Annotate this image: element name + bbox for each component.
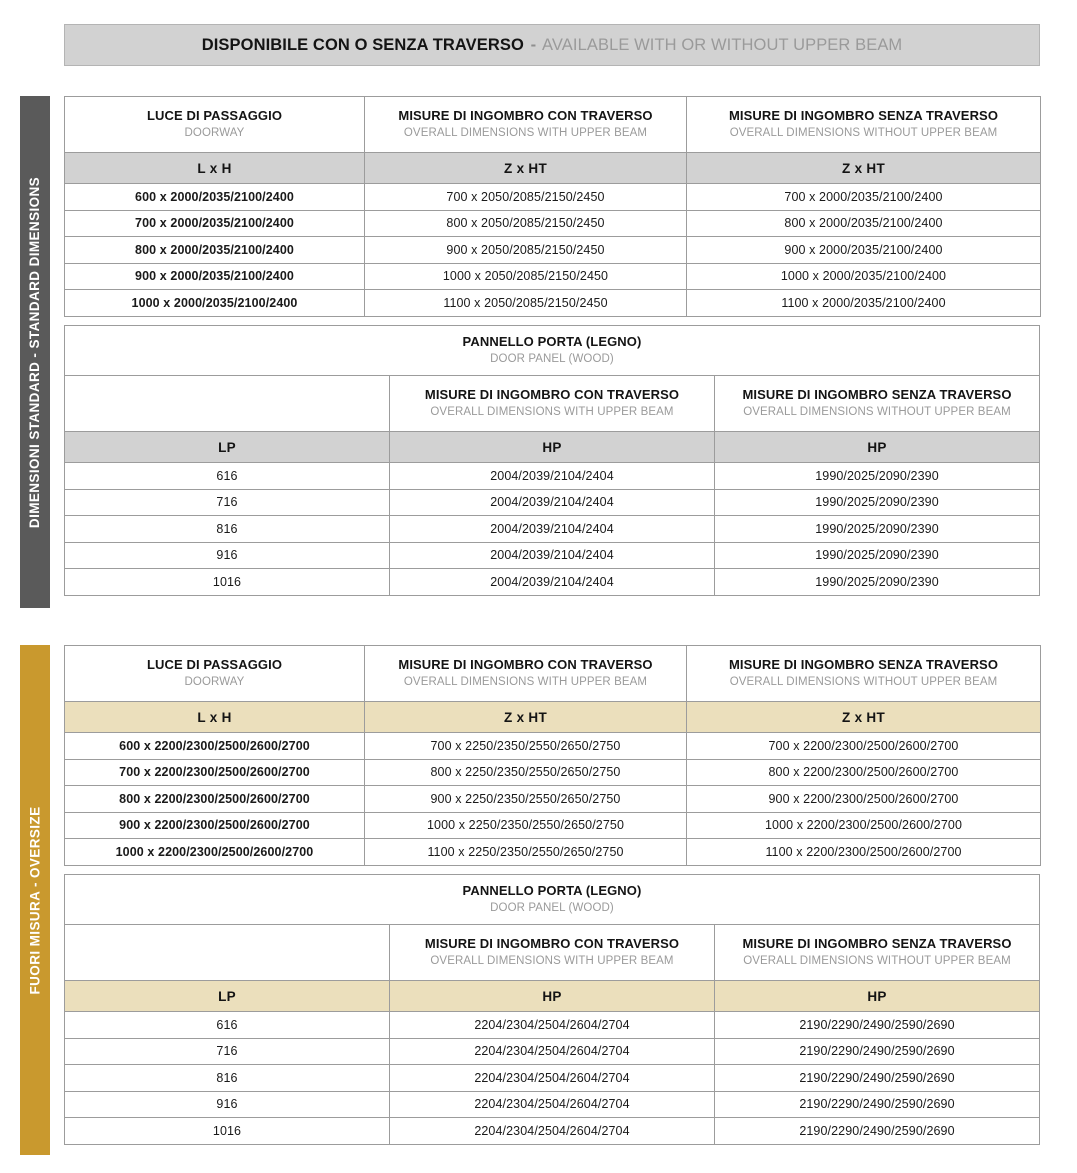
cell-lp: 616 — [65, 463, 390, 490]
subheader-cell: Z x HT — [687, 702, 1041, 733]
header-italian: MISURE DI INGOMBRO CON TRAVERSO — [424, 936, 680, 952]
cell-without-beam: 1000 x 2200/2300/2500/2600/2700 — [687, 812, 1041, 839]
cell-without-beam: 800 x 2200/2300/2500/2600/2700 — [687, 759, 1041, 786]
cell-with-beam: 800 x 2250/2350/2550/2650/2750 — [365, 759, 687, 786]
header-cell-without-beam — [687, 646, 1041, 702]
cell-with-beam: 1000 x 2250/2350/2550/2650/2750 — [365, 812, 687, 839]
cell-hp-with-beam: 2004/2039/2104/2404 — [390, 516, 715, 543]
subheader-cell: LP — [65, 432, 390, 463]
cell-hp-without-beam: 2190/2290/2490/2590/2690 — [715, 1065, 1040, 1092]
standard-doorway-table — [64, 96, 1041, 317]
subheader-cell: LP — [65, 981, 390, 1012]
table-row — [65, 210, 1041, 237]
table-row — [65, 1012, 1040, 1039]
table-header-row — [65, 646, 1041, 702]
header-cell-without-beam — [715, 376, 1040, 432]
table-row — [65, 812, 1041, 839]
header-english: OVERALL DIMENSIONS WITH UPPER BEAM — [403, 676, 648, 689]
cell-doorway: 800 x 2200/2300/2500/2600/2700 — [65, 786, 365, 813]
header-english: OVERALL DIMENSIONS WITHOUT UPPER BEAM — [743, 406, 1011, 419]
subheader-cell: Z x HT — [365, 702, 687, 733]
table-row — [65, 733, 1041, 760]
cell-with-beam: 700 x 2050/2085/2150/2450 — [365, 184, 687, 211]
cell-with-beam: 700 x 2250/2350/2550/2650/2750 — [365, 733, 687, 760]
header-italian: MISURE DI INGOMBRO CON TRAVERSO — [398, 108, 653, 124]
table-row — [65, 516, 1040, 543]
table-row — [65, 463, 1040, 490]
cell-hp-without-beam: 1990/2025/2090/2390 — [715, 516, 1040, 543]
header-english: OVERALL DIMENSIONS WITHOUT UPPER BEAM — [743, 955, 1011, 968]
header-italian: LUCE DI PASSAGGIO — [146, 108, 283, 124]
subheader-cell: Z x HT — [365, 153, 687, 184]
header-italian: MISURE DI INGOMBRO SENZA TRAVERSO — [742, 936, 1012, 952]
cell-without-beam: 800 x 2000/2035/2100/2400 — [687, 210, 1041, 237]
cell-hp-without-beam: 1990/2025/2090/2390 — [715, 489, 1040, 516]
table-row — [65, 1118, 1040, 1145]
cell-hp-with-beam: 2204/2304/2504/2604/2704 — [390, 1065, 715, 1092]
header-italian: MISURE DI INGOMBRO CON TRAVERSO — [424, 387, 680, 403]
cell-hp-without-beam: 2190/2290/2490/2590/2690 — [715, 1091, 1040, 1118]
panel-title-cell — [65, 875, 1040, 925]
cell-without-beam: 1000 x 2000/2035/2100/2400 — [687, 263, 1041, 290]
header-italian: MISURE DI INGOMBRO SENZA TRAVERSO — [728, 657, 999, 673]
table-row — [65, 569, 1040, 596]
header-cell-with-beam — [365, 646, 687, 702]
header-cell-doorway — [65, 646, 365, 702]
cell-with-beam: 1000 x 2050/2085/2150/2450 — [365, 263, 687, 290]
cell-with-beam: 1100 x 2250/2350/2550/2650/2750 — [365, 839, 687, 866]
availability-title-italian: DISPONIBILE CON O SENZA TRAVERSO — [201, 35, 524, 54]
section-tab-standard-label: DIMENSIONI STANDARD - STANDARD DIMENSIONS — [27, 176, 43, 528]
table-row — [65, 1065, 1040, 1092]
header-italian: MISURE DI INGOMBRO CON TRAVERSO — [398, 657, 653, 673]
cell-hp-without-beam: 1990/2025/2090/2390 — [715, 569, 1040, 596]
header-cell-empty — [65, 376, 390, 432]
cell-lp: 916 — [65, 542, 390, 569]
table-row — [65, 1091, 1040, 1118]
cell-doorway: 1000 x 2000/2035/2100/2400 — [65, 290, 365, 317]
availability-title-band — [64, 24, 1040, 66]
cell-lp: 816 — [65, 1065, 390, 1092]
table-title-row — [65, 326, 1040, 376]
cell-lp: 816 — [65, 516, 390, 543]
cell-with-beam: 900 x 2050/2085/2150/2450 — [365, 237, 687, 264]
subheader-cell: HP — [715, 981, 1040, 1012]
subheader-cell: HP — [390, 432, 715, 463]
table-row — [65, 1038, 1040, 1065]
cell-with-beam: 1100 x 2050/2085/2150/2450 — [365, 290, 687, 317]
table-subheader-row — [65, 432, 1040, 463]
cell-lp: 1016 — [65, 569, 390, 596]
cell-lp: 716 — [65, 489, 390, 516]
cell-doorway: 1000 x 2200/2300/2500/2600/2700 — [65, 839, 365, 866]
section-tab-standard-dimensions — [20, 96, 50, 608]
table-row — [65, 290, 1041, 317]
subheader-cell: L x H — [65, 153, 365, 184]
table-header-row — [65, 97, 1041, 153]
cell-hp-with-beam: 2204/2304/2504/2604/2704 — [390, 1091, 715, 1118]
header-english: OVERALL DIMENSIONS WITHOUT UPPER BEAM — [729, 127, 998, 140]
section-tab-oversize-label: FUORI MISURA - OVERSIZE — [27, 806, 43, 994]
cell-hp-without-beam: 1990/2025/2090/2390 — [715, 542, 1040, 569]
table-subheader-row — [65, 153, 1041, 184]
table-row — [65, 759, 1041, 786]
cell-doorway: 600 x 2200/2300/2500/2600/2700 — [65, 733, 365, 760]
subheader-cell: HP — [715, 432, 1040, 463]
header-cell-without-beam — [715, 925, 1040, 981]
oversize-doorway-table — [64, 645, 1041, 866]
cell-without-beam: 900 x 2000/2035/2100/2400 — [687, 237, 1041, 264]
cell-hp-with-beam: 2004/2039/2104/2404 — [390, 463, 715, 490]
cell-hp-with-beam: 2004/2039/2104/2404 — [390, 489, 715, 516]
header-english: OVERALL DIMENSIONS WITHOUT UPPER BEAM — [729, 676, 998, 689]
cell-without-beam: 1100 x 2200/2300/2500/2600/2700 — [687, 839, 1041, 866]
availability-title-english: AVAILABLE WITH OR WITHOUT UPPER BEAM — [542, 35, 903, 54]
oversize-door-panel-table — [64, 874, 1040, 1145]
table-row — [65, 542, 1040, 569]
table-row — [65, 184, 1041, 211]
table-title-row — [65, 875, 1040, 925]
standard-door-panel-table — [64, 325, 1040, 596]
cell-lp: 716 — [65, 1038, 390, 1065]
availability-title-separator: - — [530, 35, 537, 54]
header-italian: MISURE DI INGOMBRO SENZA TRAVERSO — [742, 387, 1012, 403]
cell-doorway: 800 x 2000/2035/2100/2400 — [65, 237, 365, 264]
panel-title-cell — [65, 326, 1040, 376]
cell-hp-with-beam: 2204/2304/2504/2604/2704 — [390, 1118, 715, 1145]
cell-hp-with-beam: 2004/2039/2104/2404 — [390, 569, 715, 596]
section-tab-oversize — [20, 645, 50, 1155]
cell-hp-without-beam: 2190/2290/2490/2590/2690 — [715, 1118, 1040, 1145]
subheader-cell: HP — [390, 981, 715, 1012]
cell-with-beam: 800 x 2050/2085/2150/2450 — [365, 210, 687, 237]
cell-hp-without-beam: 2190/2290/2490/2590/2690 — [715, 1012, 1040, 1039]
cell-hp-with-beam: 2204/2304/2504/2604/2704 — [390, 1038, 715, 1065]
cell-with-beam: 900 x 2250/2350/2550/2650/2750 — [365, 786, 687, 813]
header-cell-with-beam — [365, 97, 687, 153]
cell-without-beam: 700 x 2000/2035/2100/2400 — [687, 184, 1041, 211]
header-english: OVERALL DIMENSIONS WITH UPPER BEAM — [430, 406, 674, 419]
header-english: OVERALL DIMENSIONS WITH UPPER BEAM — [403, 127, 648, 140]
panel-title-italian: PANNELLO PORTA (LEGNO) — [462, 883, 642, 899]
cell-doorway: 900 x 2000/2035/2100/2400 — [65, 263, 365, 290]
subheader-cell: L x H — [65, 702, 365, 733]
availability-title-text — [202, 36, 903, 55]
cell-lp: 616 — [65, 1012, 390, 1039]
cell-doorway: 700 x 2000/2035/2100/2400 — [65, 210, 365, 237]
table-row — [65, 786, 1041, 813]
header-italian: MISURE DI INGOMBRO SENZA TRAVERSO — [728, 108, 999, 124]
panel-title-english: DOOR PANEL (WOOD) — [490, 902, 614, 915]
header-italian: LUCE DI PASSAGGIO — [146, 657, 283, 673]
cell-lp: 916 — [65, 1091, 390, 1118]
table-subheader-row — [65, 702, 1041, 733]
cell-doorway: 700 x 2200/2300/2500/2600/2700 — [65, 759, 365, 786]
header-english: DOORWAY — [184, 127, 245, 140]
cell-hp-with-beam: 2204/2304/2504/2604/2704 — [390, 1012, 715, 1039]
cell-doorway: 600 x 2000/2035/2100/2400 — [65, 184, 365, 211]
header-cell-with-beam — [390, 376, 715, 432]
cell-without-beam: 1100 x 2000/2035/2100/2400 — [687, 290, 1041, 317]
cell-lp: 1016 — [65, 1118, 390, 1145]
cell-without-beam: 900 x 2200/2300/2500/2600/2700 — [687, 786, 1041, 813]
cell-hp-without-beam: 1990/2025/2090/2390 — [715, 463, 1040, 490]
header-cell-without-beam — [687, 97, 1041, 153]
table-row — [65, 489, 1040, 516]
panel-title-english: DOOR PANEL (WOOD) — [490, 353, 614, 366]
table-row — [65, 839, 1041, 866]
header-cell-empty — [65, 925, 390, 981]
subheader-cell: Z x HT — [687, 153, 1041, 184]
table-row — [65, 237, 1041, 264]
cell-hp-with-beam: 2004/2039/2104/2404 — [390, 542, 715, 569]
cell-hp-without-beam: 2190/2290/2490/2590/2690 — [715, 1038, 1040, 1065]
table-subheader-row — [65, 981, 1040, 1012]
header-cell-doorway — [65, 97, 365, 153]
table-header-row — [65, 925, 1040, 981]
header-english: OVERALL DIMENSIONS WITH UPPER BEAM — [430, 955, 674, 968]
cell-without-beam: 700 x 2200/2300/2500/2600/2700 — [687, 733, 1041, 760]
table-header-row — [65, 376, 1040, 432]
header-english: DOORWAY — [184, 676, 245, 689]
panel-title-italian: PANNELLO PORTA (LEGNO) — [462, 334, 642, 350]
cell-doorway: 900 x 2200/2300/2500/2600/2700 — [65, 812, 365, 839]
table-row — [65, 263, 1041, 290]
header-cell-with-beam — [390, 925, 715, 981]
